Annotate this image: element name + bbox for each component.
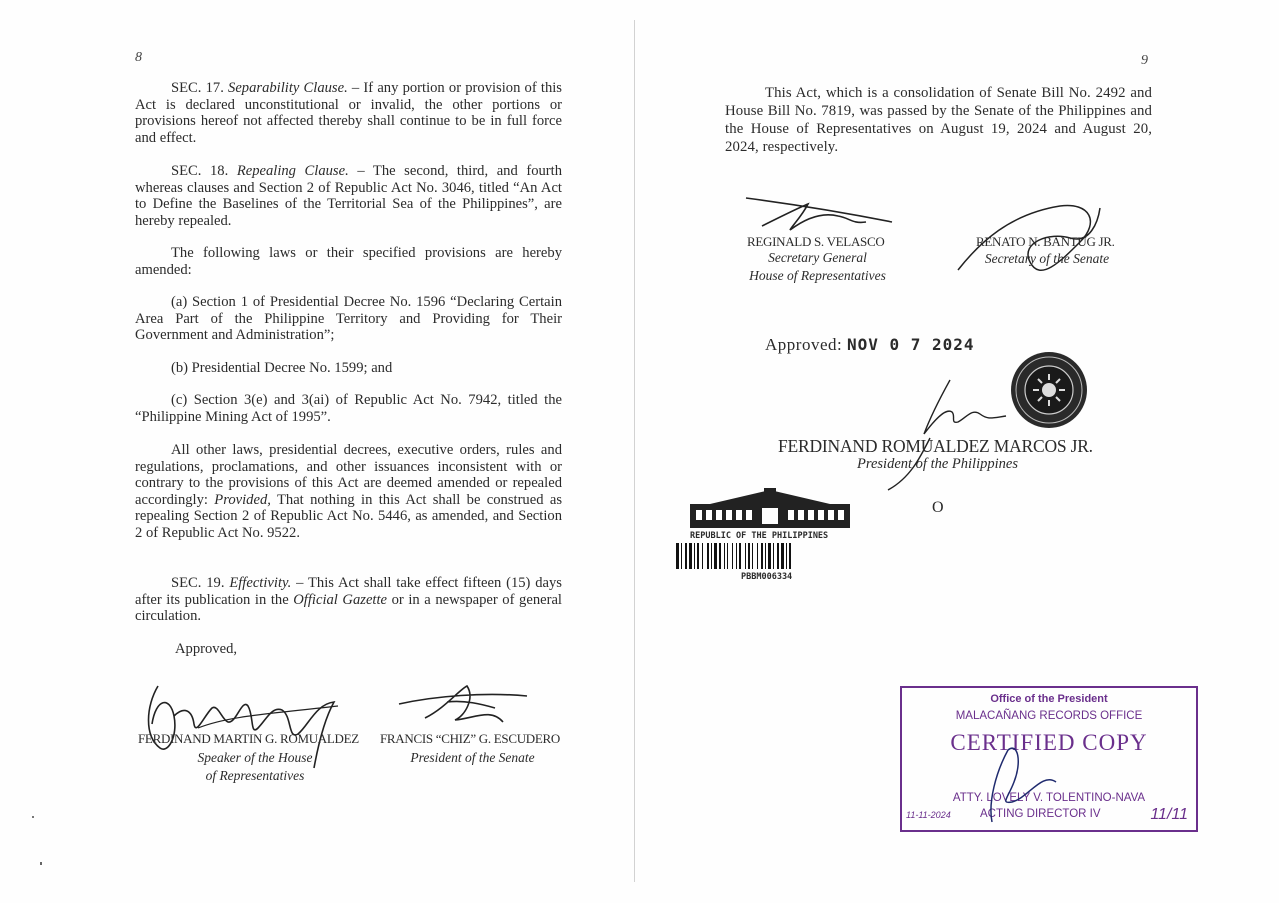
barcode-bar: [702, 543, 703, 569]
provided-italic: Provided,: [214, 491, 271, 508]
malacanang-building-icon: [690, 488, 850, 530]
sec19-body2: or in a newspaper of general circulation.: [135, 591, 562, 625]
item-a-paragraph: [135, 294, 562, 344]
speaker-title-line2: of Representatives: [205, 768, 305, 783]
secretary-general-title2: House of Representatives: [749, 268, 886, 283]
secretary-general-signature: [742, 190, 902, 240]
barcode-number: PBBM006334: [741, 572, 793, 582]
barcode-bar: [719, 543, 721, 569]
barcode-bar: [732, 543, 733, 569]
barcode-bar: [739, 543, 741, 569]
sec19-title: Effectivity.: [229, 575, 292, 591]
barcode-bar: [773, 543, 774, 569]
sec19-head: SEC. 19.: [171, 575, 225, 591]
barcode-bar: [711, 543, 712, 569]
presidential-seal-icon: [1004, 350, 1094, 430]
barcode-bar: [714, 543, 717, 569]
barcode-bar: [736, 543, 737, 569]
item-b-paragraph: [135, 360, 562, 377]
barcode-bar: [694, 543, 695, 569]
barcode-bar: [685, 543, 687, 569]
sec18-head: SEC. 18.: [171, 163, 229, 179]
approved-date-stamp: NOV 0 7 2024: [846, 335, 975, 354]
stamp-signature: [952, 742, 1062, 826]
senate-secretary-title: Secretary of the Senate: [984, 251, 1110, 266]
senate-president-title: President of the Senate: [410, 750, 535, 765]
senate-president-signature: [395, 678, 535, 734]
barcode-bar: [727, 543, 728, 569]
barcode-bar: [724, 543, 725, 569]
president-title: President of the Philippines: [857, 456, 1018, 472]
stamp-handwritten-initials: 11/11: [1150, 806, 1188, 823]
sec17-title: Separability Clause.: [228, 80, 348, 96]
barcode-bar: [752, 543, 753, 569]
sec18-paragraph: [135, 163, 562, 229]
barcode-bar: [777, 543, 779, 569]
official-gazette-italic: Official Gazette: [293, 591, 388, 608]
speaker-name: FERDINAND MARTIN G. ROMUALDEZ: [138, 731, 359, 746]
scan-speck: [32, 816, 34, 818]
barcode-bar: [697, 543, 699, 569]
barcode-bar: [748, 543, 750, 569]
item-c-text: (c) Section 3(e) and 3(ai) of Republic Act No. 7942, titled the “Philippine Mining Act of 1995”.: [135, 392, 562, 425]
stamp-certified-copy-line: CERTIFIED COPY: [950, 730, 1148, 755]
stamp-office-line: Office of the President: [990, 693, 1108, 705]
document-barcode: [676, 543, 862, 569]
sec19-body1: – This Act shall take effect fifteen (15) days after its publication in the: [135, 575, 562, 608]
approved-date-label: Approved:: [765, 335, 843, 354]
all-other-before: All other laws, presidential decrees, executive orders, rules and regulations, proclamations, and other issuances inconsistent with or contrary to the provisions of this Act are deemed amended or repealed accordingly:: [135, 442, 562, 508]
secretary-general-title1: Secretary General: [768, 250, 867, 265]
sec17-head: SEC. 17.: [171, 80, 224, 96]
stamp-handwritten-date: 11-11-2024: [906, 810, 951, 820]
amended-intro-text: The following laws or their specified provisions are hereby amended:: [135, 245, 562, 278]
stamp-officer-title: ACTING DIRECTOR IV: [980, 808, 1101, 820]
sec18-body: – The second, third, and fourth whereas clauses and Section 2 of Republic Act No. 3046, titled “An Act to Define the Baselines of the Territorial Sea of the Philippines”, are hereby repealed.: [135, 163, 563, 229]
sec17-paragraph: [135, 80, 562, 146]
small-mark: O: [932, 499, 944, 516]
senate-secretary-name: RENATO N. BANTUG JR.: [976, 234, 1115, 249]
barcode-bar: [707, 543, 709, 569]
barcode-bar: [689, 543, 692, 569]
amended-intro-paragraph: [135, 245, 562, 278]
approved-date-row: [765, 335, 975, 355]
scan-speck: [40, 862, 42, 865]
consolidation-text: This Act, which is a consolidation of Senate Bill No. 2492 and House Bill No. 7819, was passed by the Senate of the Philippines and the House of Representatives on August 19, 2024 and August 20, 2024, respectively.: [725, 85, 1152, 155]
senate-president-name: FRANCIS “CHIZ” G. ESCUDERO: [380, 731, 560, 746]
item-b-text: (b) Presidential Decree No. 1599; and: [171, 360, 393, 376]
barcode-bar: [757, 543, 758, 569]
item-a-text: (a) Section 1 of Presidential Decree No. 1596 “Declaring Certain Area Part of the Philippine Territory and Providing for Their Government and Administration”;: [135, 294, 562, 344]
certified-copy-stamp: [900, 686, 1198, 832]
sec17-body: – If any portion or provision of this Act is declared unconstitutional or invalid, the other portions or provisions hereof not affected thereby shall continue to be in full force and effect.: [135, 80, 562, 146]
barcode-bar: [676, 543, 679, 569]
barcode-bar: [768, 543, 771, 569]
item-c-paragraph: [135, 392, 562, 425]
approved-label: Approved,: [175, 641, 238, 657]
left-page-number: 8: [135, 50, 142, 65]
sec18-title: Repealing Clause.: [236, 163, 349, 179]
page-fold: [634, 20, 635, 882]
barcode-bar: [745, 543, 746, 569]
secretary-general-name: REGINALD S. VELASCO: [747, 234, 885, 249]
speaker-title-line1: Speaker of the House: [197, 750, 313, 765]
barcode-caption: REPUBLIC OF THE PHILIPPINES: [690, 531, 829, 541]
barcode-bar: [765, 543, 766, 569]
barcode-bar: [761, 543, 763, 569]
all-other-after: That nothing in this Act shall be construed as repealing Section 2 of Republic Act No. 5446, as amended, and Section 2 of Republic Act No. 9522.: [135, 491, 563, 541]
barcode-bar: [786, 543, 787, 569]
right-page-number: 9: [1141, 53, 1148, 68]
barcode-bar: [789, 543, 791, 569]
sec19-paragraph: [135, 575, 562, 625]
all-other-laws-paragraph: [135, 442, 562, 542]
barcode-bar: [681, 543, 682, 569]
president-name: FERDINAND ROMUALDEZ MARCOS JR.: [778, 436, 1093, 456]
consolidation-paragraph: [725, 84, 1152, 156]
barcode-bar: [781, 543, 784, 569]
stamp-officer-name: ATTY. LOVELY V. TOLENTINO-NAVA: [952, 792, 1146, 804]
stamp-records-office-line: MALACAÑANG RECORDS OFFICE: [955, 710, 1143, 722]
